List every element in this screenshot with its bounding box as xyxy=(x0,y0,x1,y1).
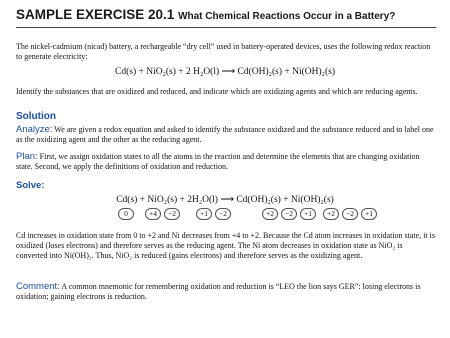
title-subtitle: What Chemical Reactions Occur in a Battery? xyxy=(178,11,396,22)
oxidation-state-label: −2 xyxy=(164,208,180,220)
plan-paragraph xyxy=(16,152,436,172)
oxidation-state-label: +1 xyxy=(300,208,316,220)
oxidation-state-label: 0 xyxy=(118,208,134,220)
intro-paragraph: The nickel-cadmium (nicad) battery, a rechargeable “dry cell” used in battery-operated devices, uses the following redox reaction to generate electricity: xyxy=(16,42,431,61)
oxidation-state-label: +1 xyxy=(361,208,377,220)
oxidation-state-label: −2 xyxy=(215,208,231,220)
solve-heading: Solve: xyxy=(16,180,45,191)
solution-heading: Solution xyxy=(16,111,56,122)
analyze-paragraph xyxy=(16,125,436,145)
title-main: SAMPLE EXERCISE 20.1 xyxy=(16,7,175,22)
oxidation-state-label: +4 xyxy=(145,208,161,220)
oxidation-state-label: −2 xyxy=(342,208,358,220)
solve-equation xyxy=(0,194,450,206)
title-divider xyxy=(16,27,436,28)
oxidation-state-row xyxy=(0,208,450,222)
reaction-lhs: Cd(s) + NiO₂(s) + 2 H₂O(l) xyxy=(115,67,220,77)
reaction-rhs: Cd(OH)₂(s) + Ni(OH)₂(s) xyxy=(237,67,335,77)
explanation-paragraph: Cd increases in oxidation state from 0 to +2 and Ni decreases from +4 to +2. Because the Cd atom increases in oxidation state, it is oxidized (loses electrons) and therefore serves as the reducing agent. The Ni atom decreases in oxidation state as NiO₂ is converted into Ni(OH)₂. Thus, NiO₂ is reduced (gains electrons) and therefore serves as the oxidizing agent. xyxy=(16,231,435,260)
solve-rhs: Cd(OH)₂(s) + Ni(OH)₂(s) xyxy=(236,195,334,205)
question-paragraph: Identify the substances that are oxidized and reduced, and indicate which are oxidizing agents and which are reducing agents. xyxy=(16,87,418,96)
analyze-text: We are given a redox equation and asked to identify the substance oxidized and the substance reduced and to label one as the oxidizing agent and the other as the reducing agent. xyxy=(16,125,434,144)
comment-label: Comment: xyxy=(16,281,60,292)
plan-label: Plan: xyxy=(16,151,38,162)
comment-text: A common mnemonic for remembering oxidation and reduction is “LEO the lion says GER”: losing electrons is oxidation; gaining electrons is reduction. xyxy=(16,282,421,301)
solve-lhs: Cd(s) + NiO₂(s) + 2H₂O(l) xyxy=(116,195,218,205)
exercise-title xyxy=(16,7,446,22)
reaction-equation xyxy=(0,66,450,78)
oxidation-state-label: +2 xyxy=(323,208,339,220)
solve-arrow: ⟶ xyxy=(220,195,234,205)
analyze-label: Analyze: xyxy=(16,124,53,135)
reaction-arrow: ⟶ xyxy=(221,67,236,77)
plan-text: First, we assign oxidation states to all the atoms in the reaction and determine the elements that are changing oxidation state. Second, we apply the definitions of oxidation and reduction. xyxy=(16,152,420,171)
oxidation-state-label: +2 xyxy=(262,208,278,220)
oxidation-state-label: −2 xyxy=(281,208,297,220)
oxidation-state-label: +1 xyxy=(196,208,212,220)
comment-paragraph xyxy=(16,282,436,302)
